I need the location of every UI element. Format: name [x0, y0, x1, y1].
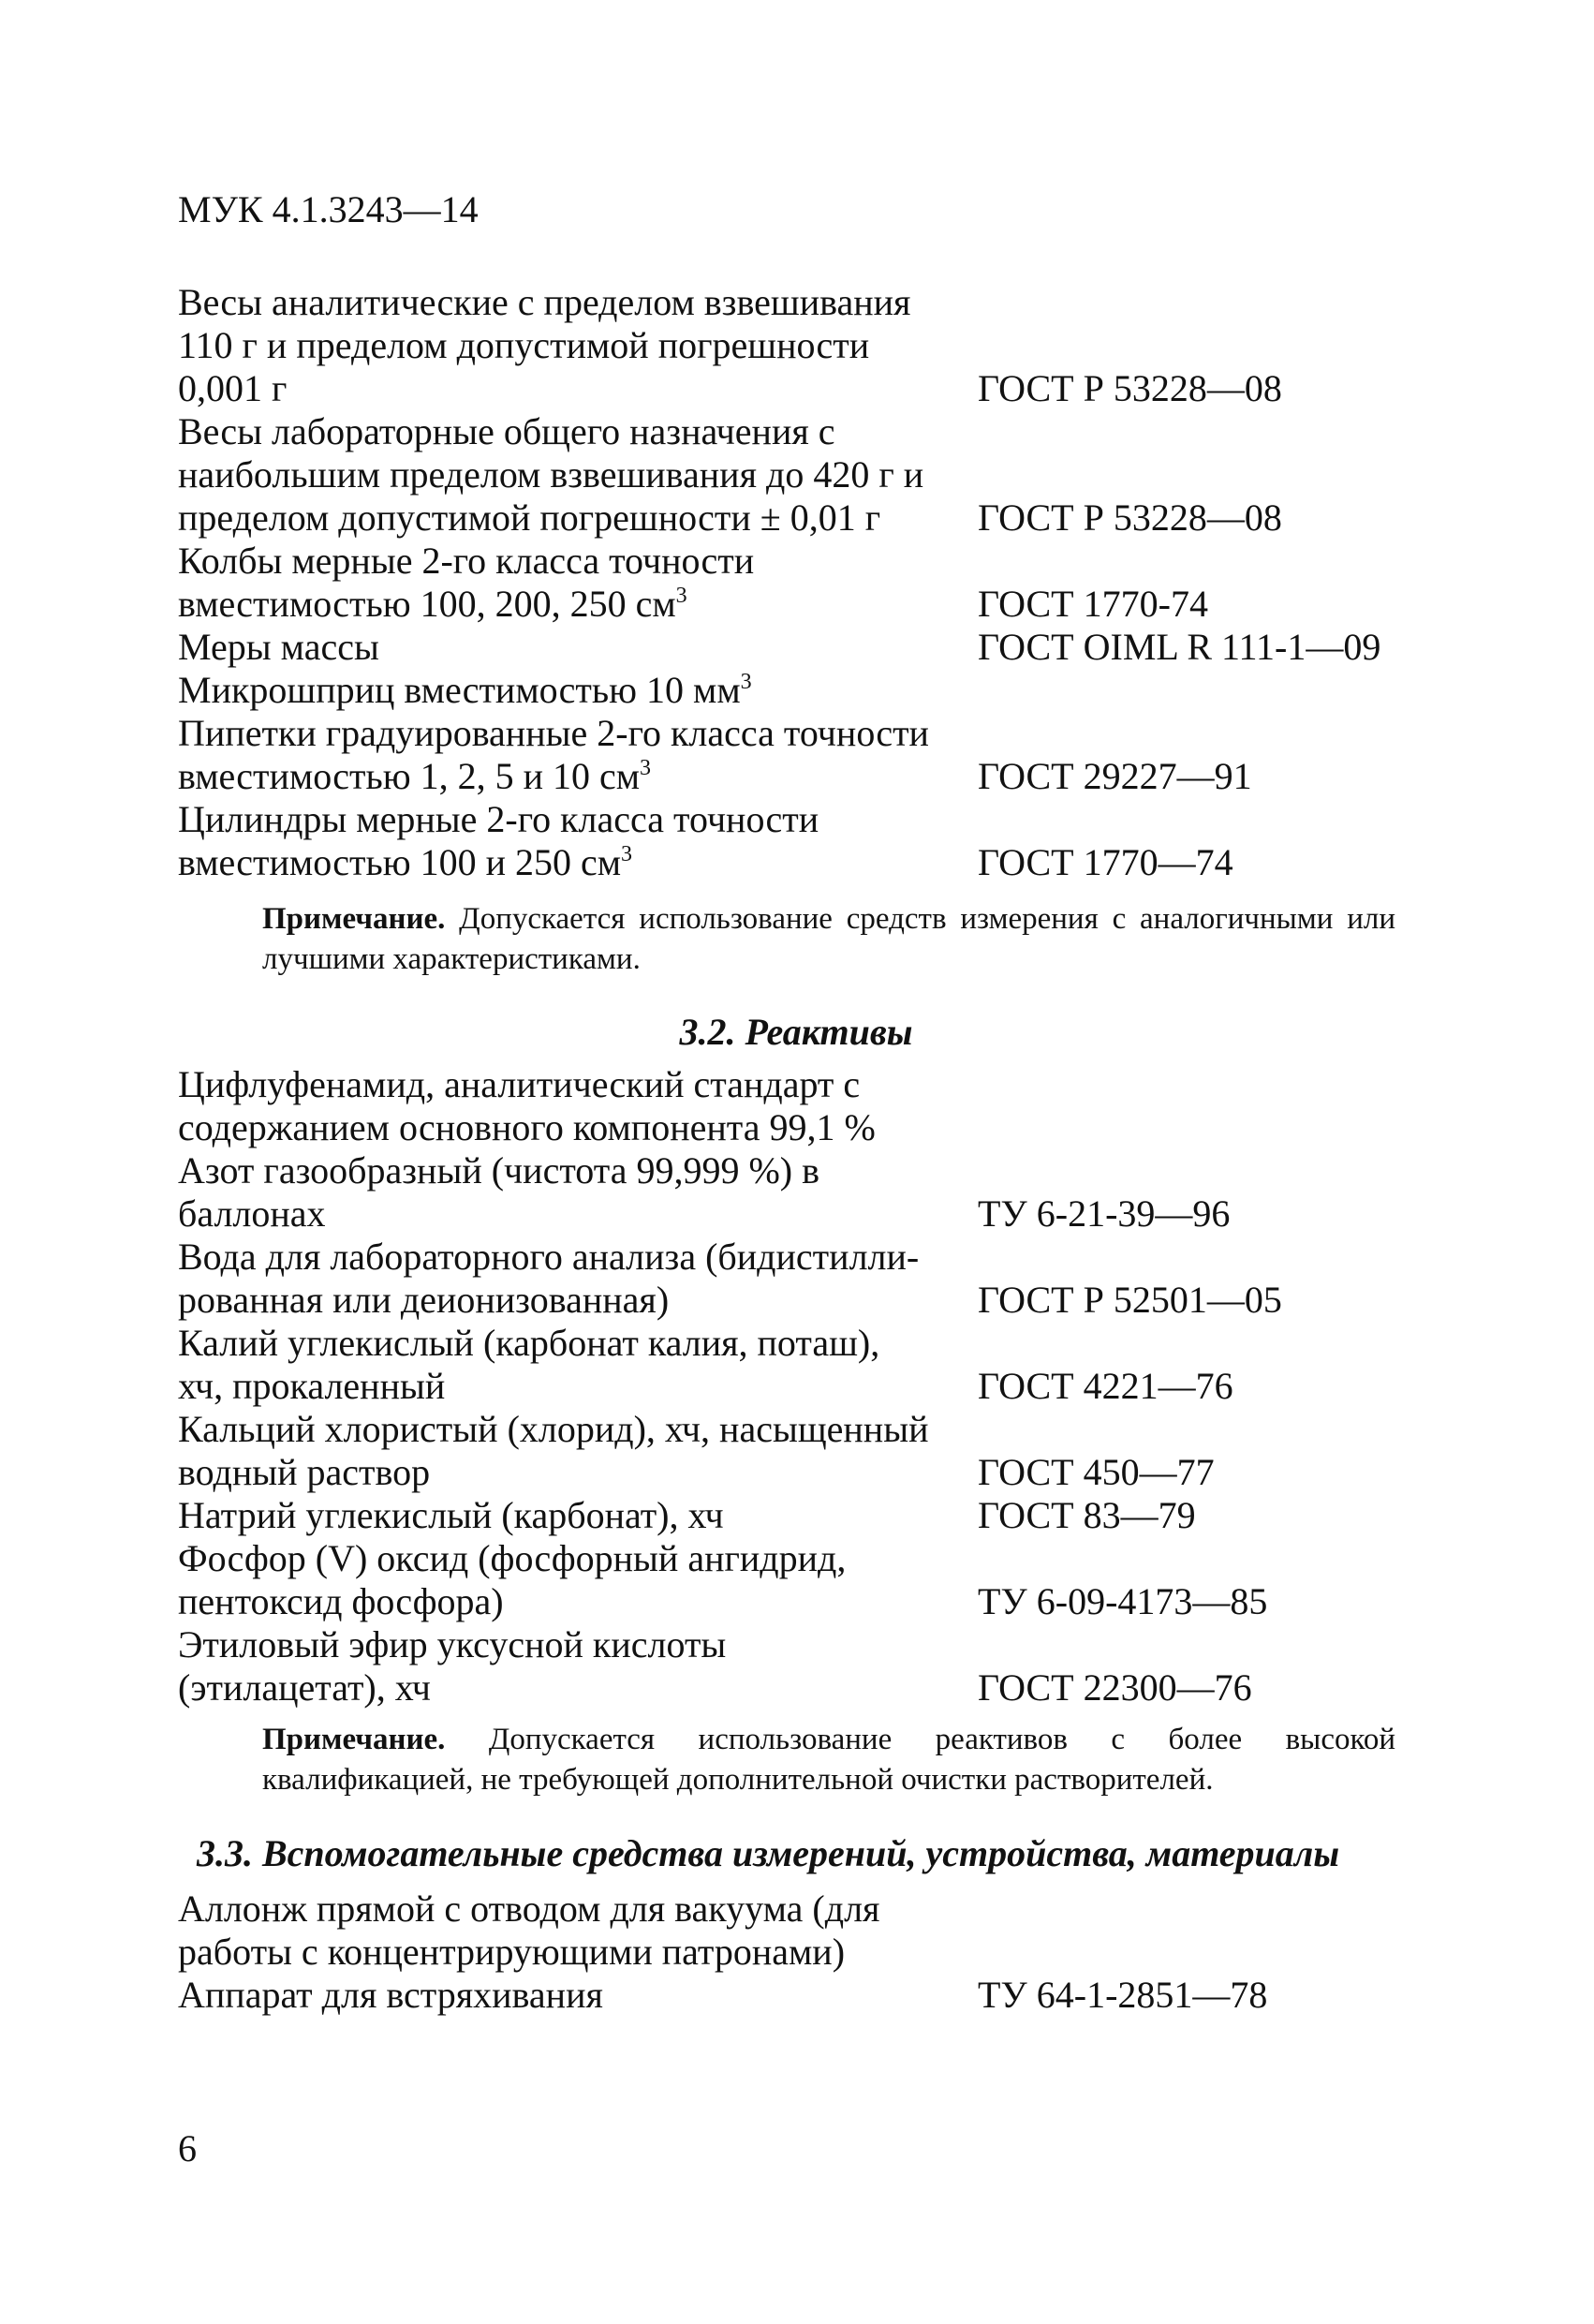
item-name: Азот газообразный (чистота 99,999 %) в [178, 1149, 819, 1192]
item-name: Весы лабораторные общего назначения с [178, 410, 835, 452]
list-item [178, 1666, 1414, 1710]
item-name: Микрошприц вместимостью 10 $мм^3$ [178, 669, 752, 711]
section-heading-reagents: 3.2. Реактивы [679, 1011, 913, 1053]
item-standard: ГОСТ OIML R 111-1—09 [978, 626, 1381, 668]
note-text: Допускается использование реактивов с более высокой квалификацией, не требующей дополнительной очистки растворителей. [262, 1723, 1395, 1797]
list-item [178, 1322, 1414, 1365]
item-name: Вода для лабораторного анализа (бидистилли- [178, 1236, 920, 1278]
item-name: вместимостью 100, 200, 250 $см^3$ [178, 583, 687, 625]
superscript: 3 [621, 842, 633, 866]
item-name: Аппарат для встряхивания [178, 1974, 603, 2016]
item-name: Этиловый эфир уксусной кислоты [178, 1623, 727, 1665]
list-item [178, 1931, 1414, 1974]
item-name: Аллонж прямой с отводом для вакуума (для [178, 1887, 880, 1930]
list-item [178, 1494, 1414, 1537]
item-name: 110 г и пределом допустимой погрешности [178, 324, 870, 366]
list-item [178, 410, 1414, 453]
list-item [178, 712, 1414, 755]
item-name: Колбы мерные 2-го класса точности [178, 540, 755, 582]
reagents-list [178, 1063, 1414, 1710]
item-standard: ГОСТ 1770—74 [978, 841, 1233, 883]
item-name: Весы аналитические с пределом взвешивания [178, 281, 911, 323]
list-item [178, 1365, 1414, 1408]
superscript: 3 [640, 756, 652, 780]
auxiliary-list [178, 1887, 1414, 2017]
item-standard: ГОСТ 22300—76 [978, 1666, 1252, 1709]
list-item [178, 798, 1414, 841]
measuring-instruments-list [178, 281, 1414, 884]
list-item [178, 1537, 1414, 1580]
list-item [178, 1408, 1414, 1451]
item-standard: ГОСТ Р 53228—08 [978, 496, 1282, 539]
page-number: 6 [178, 2127, 197, 2169]
item-name: работы с концентрирующими патронами) [178, 1931, 846, 1973]
item-name: Цилиндры мерные 2-го класса точности [178, 798, 819, 840]
list-item [178, 1149, 1414, 1192]
item-standard: ТУ 6-21-39—96 [978, 1192, 1231, 1235]
note-text: Допускается использование средств измерения с аналогичными или лучшими характеристиками. [262, 902, 1395, 976]
item-name: 0,001 г [178, 367, 288, 409]
list-item [178, 583, 1414, 626]
list-item [178, 1974, 1414, 2017]
item-standard: ТУ 64-1-2851—78 [978, 1974, 1268, 2016]
list-item [178, 496, 1414, 540]
item-name: Пипетки градуированные 2-го класса точности [178, 712, 929, 754]
item-name: рованная или деионизованная) [178, 1279, 670, 1321]
item-standard: ГОСТ 29227—91 [978, 755, 1252, 797]
item-standard: ГОСТ Р 53228—08 [978, 367, 1282, 409]
list-item [178, 1063, 1414, 1106]
superscript: 3 [740, 670, 752, 694]
item-name: вместимостью 1, 2, 5 и 10 $см^3$ [178, 755, 652, 797]
document-code-header: МУК 4.1.3243—14 [178, 188, 479, 230]
item-name: Цифлуфенамид, аналитический стандарт с [178, 1063, 861, 1105]
list-item [178, 755, 1414, 798]
superscript: 3 [675, 584, 687, 608]
item-name: вместимостью 100 и 250 $см^3$ [178, 841, 633, 883]
item-standard: ГОСТ 450—77 [978, 1451, 1215, 1493]
list-item [178, 281, 1414, 324]
list-item [178, 453, 1414, 496]
item-name: пределом допустимой погрешности ± 0,01 г [178, 496, 881, 539]
list-item [178, 1580, 1414, 1623]
list-item [178, 1887, 1414, 1931]
item-standard: ГОСТ Р 52501—05 [978, 1279, 1282, 1321]
item-name: Фосфор (V) оксид (фосфорный ангидрид, [178, 1537, 847, 1579]
item-name: Меры массы [178, 626, 379, 668]
item-standard: ТУ 6-09-4173—85 [978, 1580, 1268, 1622]
item-standard: ГОСТ 4221—76 [978, 1365, 1233, 1407]
list-item [178, 1192, 1414, 1236]
item-name: Натрий углекислый (карбонат), хч [178, 1494, 724, 1536]
list-item [178, 1236, 1414, 1279]
item-name: содержанием основного компонента 99,1 % [178, 1106, 876, 1148]
list-item [178, 626, 1414, 669]
item-name: (этилацетат), хч [178, 1666, 431, 1709]
item-name: водный раствор [178, 1451, 431, 1493]
note-reagents [262, 1720, 1395, 1800]
list-item [178, 669, 1414, 712]
note-label: Примечание. [262, 902, 446, 936]
list-item [178, 1279, 1414, 1322]
note-instruments [262, 899, 1395, 980]
list-item [178, 1623, 1414, 1666]
item-name: пентоксид фосфора) [178, 1580, 504, 1622]
list-item [178, 1106, 1414, 1149]
list-item [178, 1451, 1414, 1494]
item-standard: ГОСТ 83—79 [978, 1494, 1196, 1536]
item-name: наибольшим пределом взвешивания до 420 г и [178, 453, 924, 496]
list-item [178, 367, 1414, 410]
item-name: Калий углекислый (карбонат калия, поташ), [178, 1322, 880, 1364]
list-item [178, 540, 1414, 583]
list-item [178, 324, 1414, 367]
item-name: Кальций хлористый (хлорид), хч, насыщенный [178, 1408, 929, 1450]
list-item [178, 841, 1414, 884]
item-name: хч, прокаленный [178, 1365, 446, 1407]
section-heading-auxiliary: 3.3. Вспомогательные средства измерений, устройства, материалы [197, 1832, 1340, 1874]
item-name: баллонах [178, 1192, 326, 1235]
note-label: Примечание. [262, 1723, 446, 1756]
item-standard: ГОСТ 1770-74 [978, 583, 1208, 625]
